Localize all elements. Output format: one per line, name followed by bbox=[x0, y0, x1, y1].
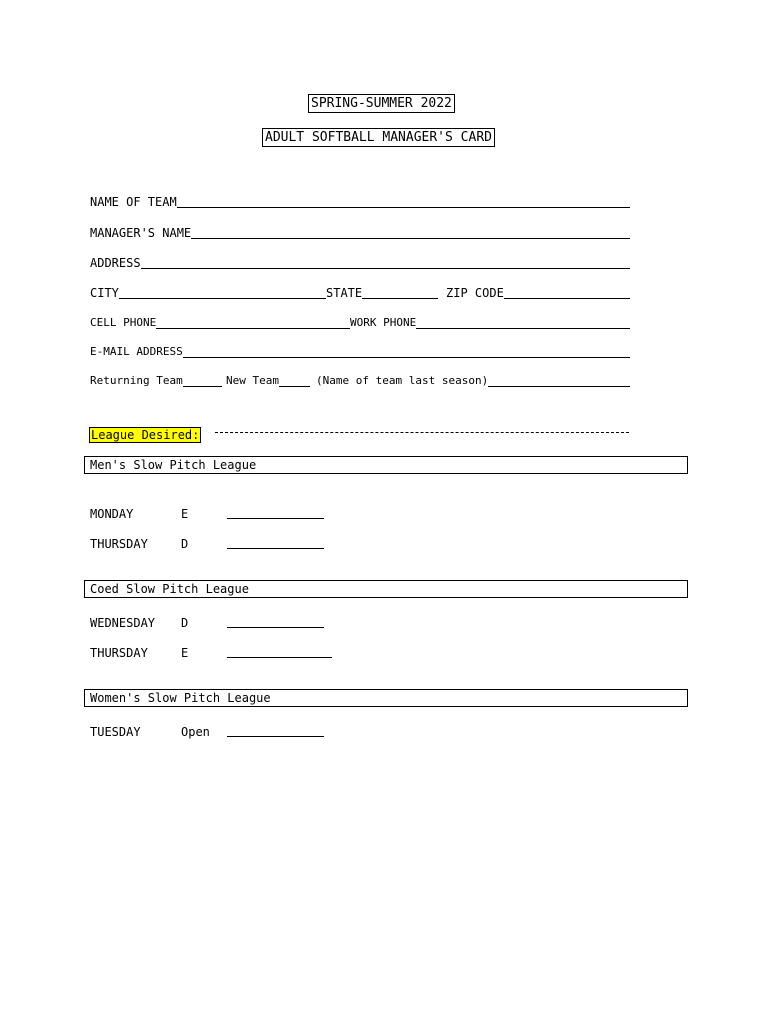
address-label: ADDRESS bbox=[90, 256, 141, 270]
league-desired-highlight: League Desired: bbox=[91, 428, 200, 442]
zip-field[interactable] bbox=[446, 285, 630, 301]
cell-phone-label: CELL PHONE bbox=[90, 316, 157, 329]
womens-signup-line-1[interactable] bbox=[227, 736, 324, 737]
team-name-line[interactable] bbox=[177, 207, 630, 208]
coed-division-1: D bbox=[181, 616, 189, 630]
email-line[interactable] bbox=[183, 357, 630, 358]
state-field[interactable] bbox=[326, 285, 438, 301]
city-line[interactable] bbox=[119, 298, 326, 299]
work-phone-field[interactable] bbox=[350, 315, 630, 331]
womens-division-1: Open bbox=[181, 725, 210, 739]
mens-league-header: Men's Slow Pitch League bbox=[84, 456, 688, 474]
email-label: E-MAIL ADDRESS bbox=[90, 345, 183, 358]
mens-division-1: E bbox=[181, 507, 189, 521]
cell-phone-line[interactable] bbox=[156, 328, 350, 329]
manager-name-label: MANAGER'S NAME bbox=[90, 226, 192, 240]
state-line[interactable] bbox=[362, 298, 438, 299]
mens-day-1: MONDAY bbox=[90, 507, 134, 521]
work-phone-line[interactable] bbox=[416, 328, 630, 329]
last-season-line[interactable] bbox=[488, 386, 630, 387]
card-title: ADULT SOFTBALL MANAGER'S CARD bbox=[262, 128, 495, 147]
league-desired-label bbox=[89, 424, 201, 443]
coed-division-2: E bbox=[181, 646, 189, 660]
returning-team-label: Returning Team bbox=[90, 374, 183, 387]
new-team-label: New Team bbox=[226, 374, 279, 387]
coed-day-2: THURSDAY bbox=[90, 646, 148, 660]
womens-day-1: TUESDAY bbox=[90, 725, 141, 739]
season-title: SPRING-SUMMER 2022 bbox=[308, 94, 455, 113]
address-line[interactable] bbox=[141, 268, 630, 269]
coed-signup-line-1[interactable] bbox=[227, 627, 324, 628]
team-name-label: NAME OF TEAM bbox=[90, 195, 177, 209]
new-team-line[interactable] bbox=[279, 386, 310, 387]
email-field[interactable] bbox=[90, 344, 630, 360]
city-label: CITY bbox=[90, 286, 119, 300]
manager-name-line[interactable] bbox=[191, 238, 630, 239]
work-phone-label: WORK PHONE bbox=[350, 316, 417, 329]
mens-division-2: D bbox=[181, 537, 189, 551]
last-season-field[interactable] bbox=[316, 373, 630, 389]
zip-line[interactable] bbox=[504, 298, 630, 299]
coed-day-1: WEDNESDAY bbox=[90, 616, 156, 630]
coed-league-header: Coed Slow Pitch League bbox=[84, 580, 688, 598]
mens-signup-line-2[interactable] bbox=[227, 548, 324, 549]
mens-day-2: THURSDAY bbox=[90, 537, 148, 551]
new-team-field[interactable] bbox=[226, 373, 310, 389]
returning-team-line[interactable] bbox=[183, 386, 222, 387]
city-field[interactable] bbox=[90, 285, 326, 301]
returning-team-field[interactable] bbox=[90, 373, 222, 389]
womens-league-header: Women's Slow Pitch League bbox=[84, 689, 688, 707]
state-label: STATE bbox=[326, 286, 363, 300]
manager-name-field[interactable] bbox=[90, 225, 630, 241]
cell-phone-field[interactable] bbox=[90, 315, 350, 331]
zip-label: ZIP CODE bbox=[446, 286, 504, 300]
address-field[interactable] bbox=[90, 255, 630, 271]
coed-signup-line-2[interactable] bbox=[227, 657, 332, 658]
last-season-label: (Name of team last season) bbox=[316, 374, 489, 387]
team-name-field[interactable] bbox=[90, 194, 630, 210]
mens-signup-line-1[interactable] bbox=[227, 518, 324, 519]
league-desired-dashes bbox=[215, 432, 629, 433]
